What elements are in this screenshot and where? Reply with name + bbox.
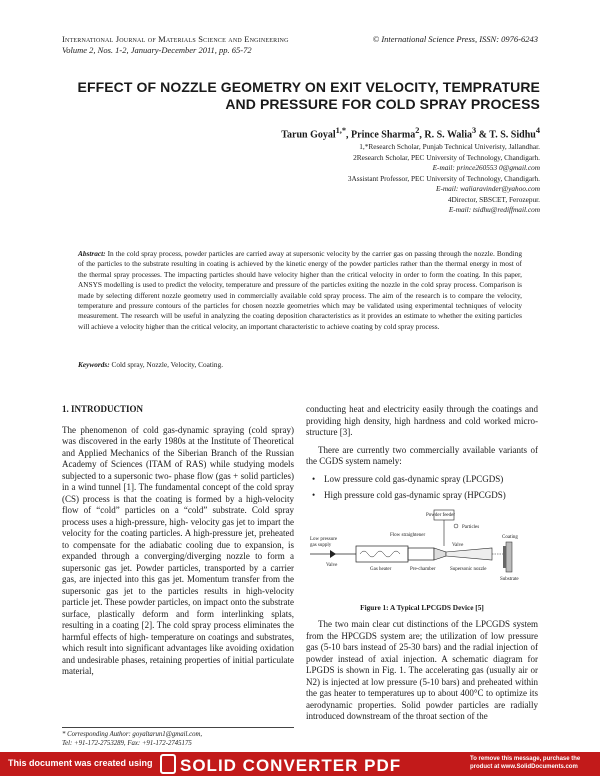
pre-chamber-box bbox=[408, 548, 434, 560]
author-1-mark: 1,* bbox=[335, 126, 347, 135]
affiliation-3: 3Assistant Professor, PEC University of Technology, Chandigarh. bbox=[347, 173, 540, 183]
volume-info: Volume 2, Nos. 1-2, January-December 2011, pp. 65-72 bbox=[62, 45, 252, 55]
abstract bbox=[78, 249, 522, 332]
figure-1 bbox=[306, 508, 538, 600]
watermark-banner[interactable] bbox=[0, 752, 600, 776]
list-item: • Low pressure cold gas-dynamic spray (LPCGDS) bbox=[306, 474, 538, 486]
right-column bbox=[306, 404, 538, 723]
lpcgds-schematic bbox=[306, 508, 538, 600]
author-2: , Prince Sharma bbox=[346, 129, 416, 141]
label-flow-straightener: Flow straightener bbox=[390, 532, 426, 538]
author-4-mark: 4 bbox=[535, 126, 540, 135]
label-supersonic-nozzle: Supersonic nozzle bbox=[450, 566, 487, 572]
variant-list bbox=[306, 474, 538, 502]
heater-coil-icon bbox=[360, 551, 400, 557]
banner-logo-text: SOLID CONVERTER PDF bbox=[180, 756, 402, 775]
label-coating: Coating bbox=[502, 534, 518, 540]
intro-paragraph-3: The two main clear cut distinctions of the LPCGDS system from the HPCGDS system are; the utilization of low pressure gas (5-10 bars instead of 25-30 bars) and the radial injection of powder instead of axial injection. A schematic diagram for LPGDS is shown in Fig. 1. The accelerating gas (usually air or N2) is injected at low pressure (5-10 bars) and preheated within the gas heater to temperatures up to about 400°C to optimize its aerodynamic properties. Solid powder particles are radially introduced downstream of the throat section of the bbox=[306, 619, 538, 721]
intro-paragraph-continued: conducting heat and electricity easily through the coatings and providing high density, high hardness and cold worked micro-structure [3]. bbox=[306, 404, 538, 437]
list-item: • High pressure cold gas-dynamic spray (HPCGDS) bbox=[306, 490, 538, 502]
authors bbox=[281, 126, 540, 140]
affiliation-1: 1,*Research Scholar, Punjab Technical Univeristy, Jallandhar. bbox=[359, 142, 540, 151]
section-heading-introduction: 1. INTRODUCTION bbox=[62, 404, 144, 414]
footnote-author: * Corresponding Author: goyaltarun1@gmail.com, bbox=[62, 731, 203, 738]
keywords bbox=[78, 360, 223, 369]
label-pre-chamber: Pre-chamber bbox=[410, 566, 436, 572]
title-line-1: EFFECT OF NOZZLE GEOMETRY ON EXIT VELOCITY, TEMPRATURE bbox=[77, 79, 540, 95]
running-header bbox=[62, 34, 289, 56]
nozzle-diverging bbox=[446, 548, 492, 560]
banner-logo bbox=[160, 754, 401, 776]
author-1: Tarun Goyal bbox=[281, 129, 336, 141]
substrate-block bbox=[506, 542, 512, 572]
label-gas-supply: gas supply bbox=[310, 542, 332, 548]
valve-left-icon bbox=[330, 550, 336, 558]
author-3-mark: 3 bbox=[471, 126, 477, 135]
gas-heater-box bbox=[356, 546, 408, 562]
coating-layer bbox=[503, 546, 506, 568]
footnote bbox=[62, 727, 294, 748]
solid-logo-icon bbox=[160, 754, 176, 774]
affiliation-4: 4Director, SBSCET, Ferozepur. bbox=[447, 194, 540, 204]
journal-name: International Journal of Materials Science and Engineering bbox=[62, 34, 289, 44]
label-powder-feeder: Powder feeder bbox=[426, 512, 456, 518]
label-low-pressure: Low pressure bbox=[310, 536, 338, 542]
author-3: , R. S. Walia bbox=[419, 129, 472, 141]
nozzle-converging bbox=[434, 548, 446, 560]
intro-paragraph-1: The phenomenon of cold gas-dynamic spraying (cold spray) was discovered in the early 1980s at the Institute of Theoretical and Applied Mechanics of the Siberian Branch of the Russian Academy of Sciences (ITAM of RAS) while studying models subjected to a supersonic two- phase flow (gas + solid particles) in a wind tunnel [1]. The fundamental concept of the cold spray (CS) process is that the coating is formed by a high-velocity flow of “cold” particles on a “cold” substrate. Cold spray process uses a high-pressure, high- velocity gas jet to impart the velocity for the coating particles. A high-pressure jet, preheated to compensate for the adiabatic cooling due to expansion, is expanded through a converging/diverging nozzle to form a supersonic gas jet. Powder particles, transported by a carrier gas, are injected into this gas jet. Momentum transfer from the supersonic gas jet to the particles results in high-velocity particle jet. These powder particles, on impact onto the substrate surface, plastically deform and form interlinking splats, resulting in a coating [2]. The cold spray process eliminates the harmful effects of high- temperature on coatings and substrates, which result into significant advantages like avoiding oxidation and undesirable phases, retaining properties of initial particulate material, bbox=[62, 424, 295, 676]
paper-title bbox=[62, 79, 540, 113]
email-3[interactable]: E-mail: waliaravinder@yahoo.com bbox=[436, 184, 540, 193]
label-valve-left: Valve bbox=[326, 562, 338, 568]
affiliation-2: 2Research Scholar, PEC University of Technology, Chandigarh. bbox=[353, 152, 540, 162]
label-substrate: Substrate bbox=[500, 576, 519, 582]
copyright: © International Science Press, ISSN: 0976-6243 bbox=[372, 34, 538, 44]
label-gas-heater: Gas heater bbox=[370, 566, 392, 572]
particle-icon bbox=[454, 524, 458, 528]
label-particles: Particles bbox=[462, 524, 480, 530]
banner-purchase-line-1: To remove this message, purchase the bbox=[470, 756, 581, 762]
abstract-label: Abstract: bbox=[78, 249, 106, 258]
keywords-text: Cold spray, Nozzle, Velocity, Coating. bbox=[111, 360, 224, 369]
author-4: & T. S. Sidhu bbox=[476, 129, 536, 141]
banner-purchase[interactable] bbox=[470, 755, 580, 771]
label-valve-right: Valve bbox=[452, 542, 464, 548]
footnote-contact: Tel: +91-172-2753289, Fax: +91-172-2745175 bbox=[62, 740, 192, 747]
author-2-mark: 2 bbox=[415, 126, 420, 135]
figure-caption: Figure 1: A Typical LPCGDS Device [5] bbox=[360, 602, 484, 612]
email-4[interactable]: E-mail: tsidhu@rediffmail.com bbox=[448, 205, 540, 214]
title-line-2: AND PRESSURE FOR COLD SPRAY PROCESS bbox=[225, 96, 540, 112]
banner-text: This document was created using bbox=[8, 758, 153, 768]
banner-purchase-line-2[interactable]: product at www.SolidDocuments.com bbox=[470, 764, 578, 770]
affiliations bbox=[348, 142, 540, 216]
left-column bbox=[62, 404, 294, 678]
keywords-label: Keywords: bbox=[78, 360, 110, 369]
email-2[interactable]: E-mail: prince260553 0@gmail.com bbox=[432, 163, 540, 172]
abstract-text: In the cold spray process, powder particles are carried away at supersonic velocity by the carrier gas on passing through the nozzle. Bonding of the particles to the substrate resulting in coating is achieved by the kinetic energy of the powder particles rather than the thermal energy in most of the thermal spray processes. The impacting particles should have velocity higher than the critical velocity in order to form the coating. In this paper, ANSYS modelling is used to predict the velocity, temperature and pressure of the particles exiting the nozzle in the cold spray process. Comparison is made by selecting different nozzle geometry used in commercially available cold spray process. The aim of the research is to compare the velocity, temperature and pressure contours of the particles for chosen nozzle geometries which may be validated using experimental techniques of velocity measurement. The research will be useful in analyzing the coating deposition characteristics as it provides an estimate to whether the exiting particles will achieve a velocity higher than the critical velocity, an important characteristic to achieve coating by cold spray process. bbox=[78, 249, 523, 331]
intro-paragraph-2: There are currently two commercially available variants of the CGDS system namely: bbox=[306, 444, 538, 466]
